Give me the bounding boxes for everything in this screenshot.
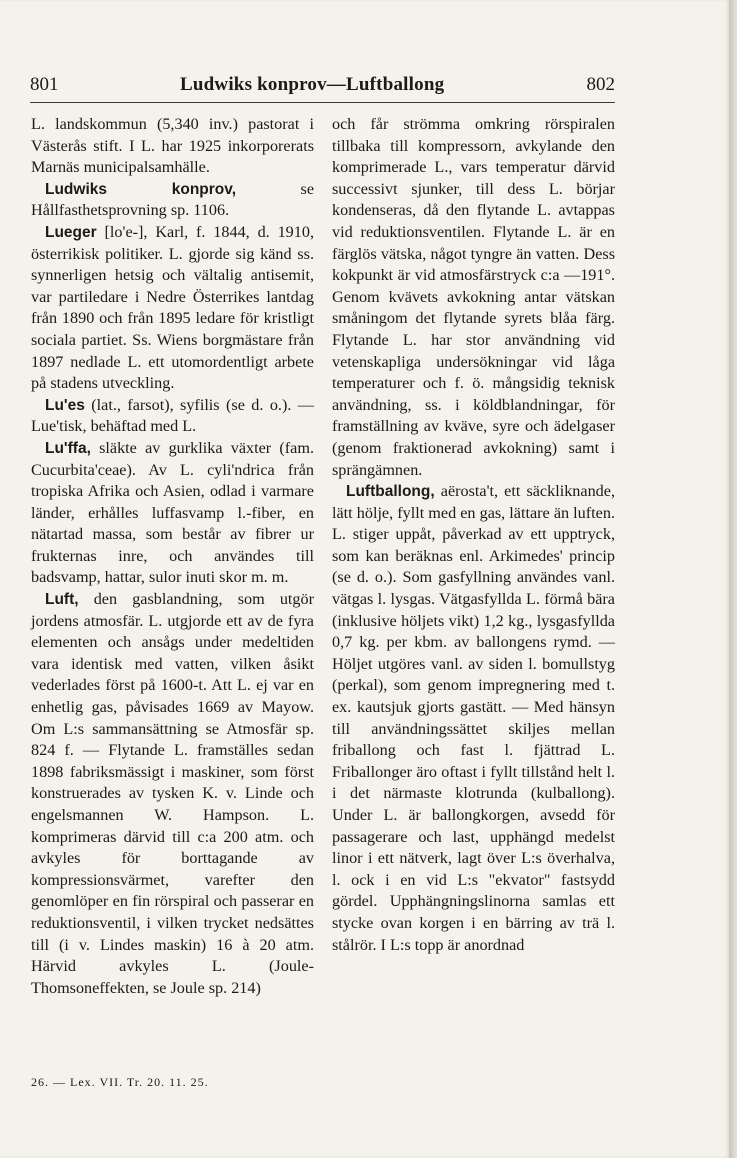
headword: Lu'es xyxy=(45,396,85,414)
page-edge xyxy=(729,0,737,1158)
running-header xyxy=(30,74,615,100)
headword: Lueger xyxy=(45,223,97,241)
entry-lues: Lu'es (lat., farsot), syfilis (se d. o.). — Lue'tisk, behäftad med L. xyxy=(31,395,314,436)
page-number-left: 801 xyxy=(30,74,59,95)
right-column xyxy=(332,114,615,956)
entry-luft: Luft, den gasblandning, som utgör jordens atmosfär. L. utgjorde ett av de fyra elementen och ansågs under medeltiden vara identisk med vatten, vilken åsikt vederlades först på 1600-t. Att L. ej var en enhetlig gas, påvisades 1669 av Mayow. Om L:s sammansättning se Atmosfär sp. 824 f. — Flytande L. framställes sedan 1898 fabriksmässigt i maskiner, som först konstruerades av tysken K. v. Linde och engelsmannen W. Hampson. L. komprimeras därvid till c:a 200 atm. och avkyles för borttagande av kompressionsvärmet, varefter den genomlöper en fin rörspiral och passerar en reduktionsventil, i vilken trycket nedsättes till (i v. Lindes maskin) 16 à 20 atm. Härvid avkyles L. (Joule-Thomsoneffekten, se Joule sp. 214) xyxy=(31,590,314,997)
entry-luffa: Lu'ffa, släkte av gurklika växter (fam. Cucurbita'ceae). Av L. cyli'ndrica från tropiska Afrika och Asien, odlad i varmare länder, erhålles luffasvamp l.-fiber, en nätartad massa, som består av fibrer ur frukternas inre, och användes till badsvamp, hattar, sulor inuti skor m. m. xyxy=(31,438,314,587)
headword: Lu'ffa, xyxy=(45,439,91,457)
page-number-right: 802 xyxy=(586,74,615,95)
running-title: Ludwiks konprov—Luftballong xyxy=(180,74,445,95)
printer-signature: 26. — Lex. VII. Tr. 20. 11. 25. xyxy=(31,1075,209,1089)
headword: Luftballong, xyxy=(346,483,435,501)
entry-ludwiks-konprov: Ludwiks konprov, se Hållfasthetsprovning sp. 1106. xyxy=(31,179,314,220)
header-rule xyxy=(30,102,615,103)
entry-lueger: Lueger [lo'e-], Karl, f. 1844, d. 1910, österrikisk politiker. L. gjorde sig känd ss. synnerligen hetsig och vältalig antisemit, var partiledare i Nedre Österrikes lantdag från 1890 och från 1895 ledare för kristligt sociala partiet. Ss. Wiens borgmästare från 1897 nedlade L. ett utomordentligt arbete på stadens utveckling. xyxy=(31,222,314,393)
headword: Luft, xyxy=(45,591,79,609)
headword: Ludwiks konprov, xyxy=(45,180,237,198)
entry-continuation: L. landskommun (5,340 inv.) pastorat i Västerås stift. I L. har 1925 inkorporerats Marnäs municipalsamhälle. xyxy=(31,115,314,177)
entry-luft-continuation: och får strömma omkring rörspiralen tillbaka till kompressorn, avkylande den komprimerade L., vars temperatur därvid successivt sjunker, till dess L. börjar kondenseras, då den flytande L. avtappas vid reduktionsventilen. Flytande L. är en färglös vätska, något tyngre än vatten. Dess kokpunkt är vid atmosfärstryck c:a —191°. Genom kvävets avkokning antar vätskan småningom det flytande syrets blåa färg. Flytande L. har stor användning vid vetenskapliga undersökningar vid låga temperaturer och f. ö. mångsidig teknisk användning, ss. i köldblandningar, för framställning av kväve, syre och ädelgaser (genom fraktionerad avkokning) samt i sprängämnen. xyxy=(332,115,615,479)
left-column xyxy=(31,114,314,999)
entry-luftballong: Luftballong, aërosta't, ett säckliknande, lätt hölje, fyllt med en gas, lättare än luften. L. stiger uppåt, påverkad av ett upptryck, som kan beräknas enl. Arkimedes' princip (se d. o.). Som gasfyllning användes vanl. vätgas l. lysgas. Vätgasfyllda L. förmå bära (inklusive höljets vikt) 1,2 kg., lysgasfyllda 0,7 kg. per kbm. av ballongens rymd. — Höljet utgöres vanl. av siden l. bomullstyg (perkal), som genom impregnering med t. ex. kautsjuk gjorts gastätt. — Med hänsyn till användningssättet skiljes mellan friballong och fast l. fjättrad L. Friballonger äro oftast i fyllt tillstånd helt l. i det närmaste klotrunda (kulballong). Under L. är ballongkorgen, avsedd för passagerare och last, upphängd medelst linor i ett nätverk, lagt över L:s överhalva, l. ock i en vid L:s "ekvator" fastsydd gördel. Upphängningslinorna samlas ett stycke ovan korgen i en bärring av trä l. stålrör. I L:s topp är anordnad xyxy=(332,482,615,954)
